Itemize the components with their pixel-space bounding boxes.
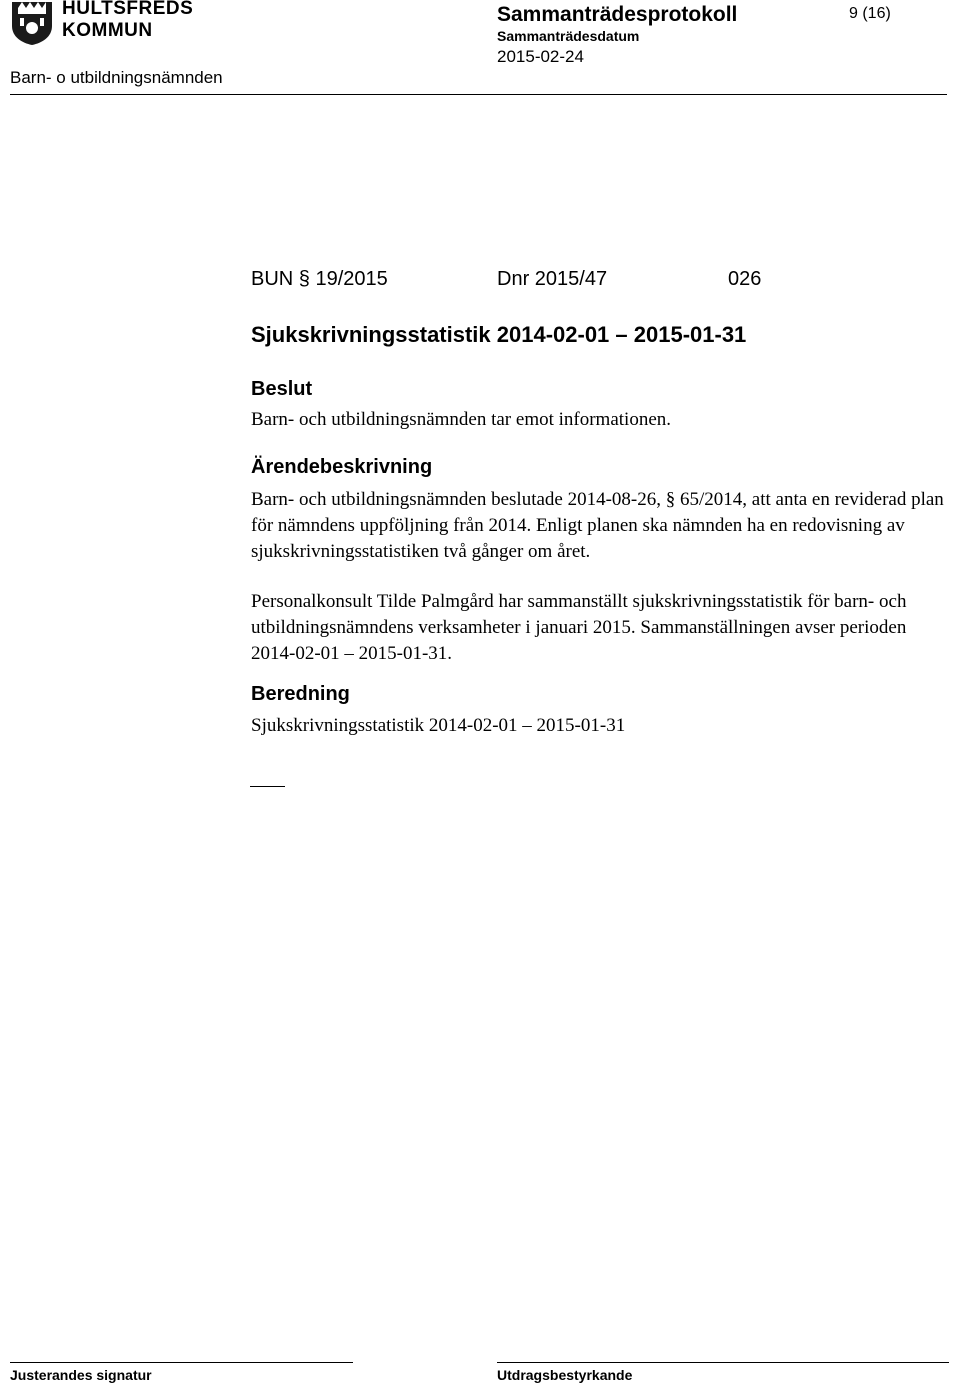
header-divider: [10, 94, 947, 95]
signature-label: Justerandes signatur: [10, 1367, 152, 1383]
case-description-heading: Ärendebeskrivning: [251, 456, 433, 478]
preparation-heading: Beredning: [251, 683, 350, 705]
case-description-text: Barn- och utbildningsnämnden beslutade 2014-08-26, § 65/2014, att anta en reviderad plan för nämndens uppföljning från 2014. Enligt planen ska nämnden ha en redovisning av sjukskrivningsstatistiken två gånger om året.: [251, 489, 944, 562]
document-title: Sammanträdesprotokoll: [497, 3, 738, 26]
municipal-crest-icon: [10, 0, 54, 46]
signature-line: [10, 1362, 353, 1363]
decision-heading: Beslut: [251, 378, 313, 400]
archive-code: 026: [728, 268, 762, 290]
page-number: 9 (16): [849, 5, 891, 22]
logo-line-2: KOMMUN: [62, 20, 153, 41]
logo-line-1: HULTSFREDS: [62, 0, 194, 19]
decision-text: Barn- och utbildningsnämnden tar emot informationen.: [251, 409, 672, 430]
compilation-text: Personalkonsult Tilde Palmgård har sammanställt sjukskrivningsstatistik för barn- och utbildningsnämndens verksamheter i januari 2015. Sammanställningen avser perioden 2014-02-01 – 2015-01-31.: [251, 591, 907, 664]
meeting-date-label: Sammanträdesdatum: [497, 28, 640, 44]
extract-line: [497, 1362, 949, 1363]
case-title: Sjukskrivningsstatistik 2014-02-01 – 2015-01-31: [251, 322, 747, 347]
preparation-text: Sjukskrivningsstatistik 2014-02-01 – 2015-01-31: [251, 715, 626, 736]
meeting-date-value: 2015-02-24: [497, 47, 584, 66]
department-name: Barn- o utbildningsnämnden: [10, 68, 223, 87]
paragraph-reference: BUN § 19/2015: [251, 268, 388, 290]
section-end-rule: [250, 786, 285, 787]
municipality-logo: [10, 0, 194, 46]
extract-certification-label: Utdragsbestyrkande: [497, 1367, 633, 1383]
registration-number: Dnr 2015/47: [497, 268, 608, 290]
